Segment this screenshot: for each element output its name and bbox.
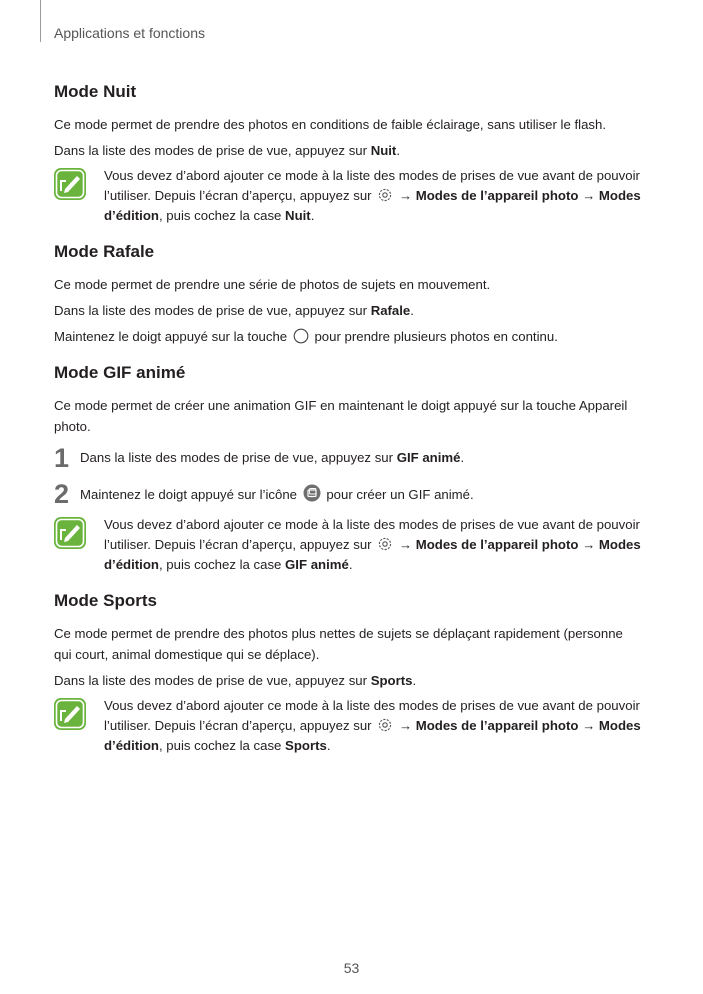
- gif-mode-note-text: Vous devez d’abord ajouter ce mode à la liste des modes de prises de vue avant de pouvoir l’utiliser. Depuis l’écran d’aperçu, appuyez sur → Modes de l’appareil photo → Modes d’édition, puis cochez la case GIF animé.: [104, 517, 641, 572]
- burst-mode-hold-instruction: Maintenez le doigt appuyé sur la touche pour prendre plusieurs photos en continu.: [54, 329, 558, 344]
- section-sports-mode: [54, 591, 644, 756]
- gif-step-1: [54, 443, 644, 473]
- sports-mode-note: [54, 696, 644, 756]
- step-number: 1: [54, 443, 70, 473]
- burst-mode-instruction: Dans la liste des modes de prise de vue, appuyez sur Rafale.: [54, 303, 414, 318]
- night-mode-note: [54, 166, 644, 226]
- section-gif-mode: [54, 363, 644, 575]
- sports-mode-description: Ce mode permet de prendre des photos plus nettes de sujets se déplaçant rapidement (personne qui court, animal domestique qui se déplace).: [54, 626, 623, 662]
- note-pencil-icon: [54, 168, 86, 200]
- shutter-button-icon: [293, 328, 309, 344]
- page-number: 53: [343, 960, 360, 976]
- page-content: [54, 82, 644, 772]
- burst-mode-description: Ce mode permet de prendre une série de photos de sujets en mouvement.: [54, 277, 491, 292]
- step-text: Dans la liste des modes de prise de vue, appuyez sur GIF animé.: [80, 450, 465, 465]
- sports-mode-instruction: Dans la liste des modes de prise de vue, appuyez sur Sports.: [54, 673, 417, 688]
- section-night-mode: [54, 82, 644, 226]
- gif-mode-note: [54, 515, 644, 575]
- note-pencil-icon: [54, 517, 86, 549]
- night-mode-note-text: Vous devez d’abord ajouter ce mode à la liste des modes de prises de vue avant de pouvoir l’utiliser. Depuis l’écran d’aperçu, appuyez sur → Modes de l’appareil photo → Modes d’édition, puis cochez la case Nuit.: [104, 168, 641, 223]
- settings-gear-icon: [377, 536, 393, 552]
- section-burst-mode: [54, 242, 644, 347]
- step-text: Maintenez le doigt appuyé sur l’icône pour créer un GIF animé.: [80, 484, 474, 505]
- gif-step-2: [54, 479, 644, 509]
- page-header: Applications et fonctions: [54, 25, 205, 41]
- sports-mode-note-text: Vous devez d’abord ajouter ce mode à la liste des modes de prises de vue avant de pouvoir l’utiliser. Depuis l’écran d’aperçu, appuyez sur → Modes de l’appareil photo → Modes d’édition, puis cochez la case Sports.: [104, 698, 641, 753]
- gif-mode-description: Ce mode permet de créer une animation GIF en maintenant le doigt appuyé sur la touche Appareil photo.: [54, 398, 628, 434]
- night-mode-title: Mode Nuit: [54, 82, 137, 101]
- night-mode-description: Ce mode permet de prendre des photos en conditions de faible éclairage, sans utiliser le flash.: [54, 117, 607, 132]
- sports-mode-title: Mode Sports: [54, 591, 157, 610]
- header-divider: [40, 0, 41, 42]
- night-mode-instruction: Dans la liste des modes de prise de vue, appuyez sur Nuit.: [54, 143, 400, 158]
- settings-gear-icon: [377, 717, 393, 733]
- gif-capture-icon: [303, 484, 321, 502]
- step-number: 2: [54, 479, 70, 509]
- note-pencil-icon: [54, 698, 86, 730]
- gif-mode-title: Mode GIF animé: [54, 363, 186, 382]
- burst-mode-title: Mode Rafale: [54, 242, 155, 261]
- settings-gear-icon: [377, 187, 393, 203]
